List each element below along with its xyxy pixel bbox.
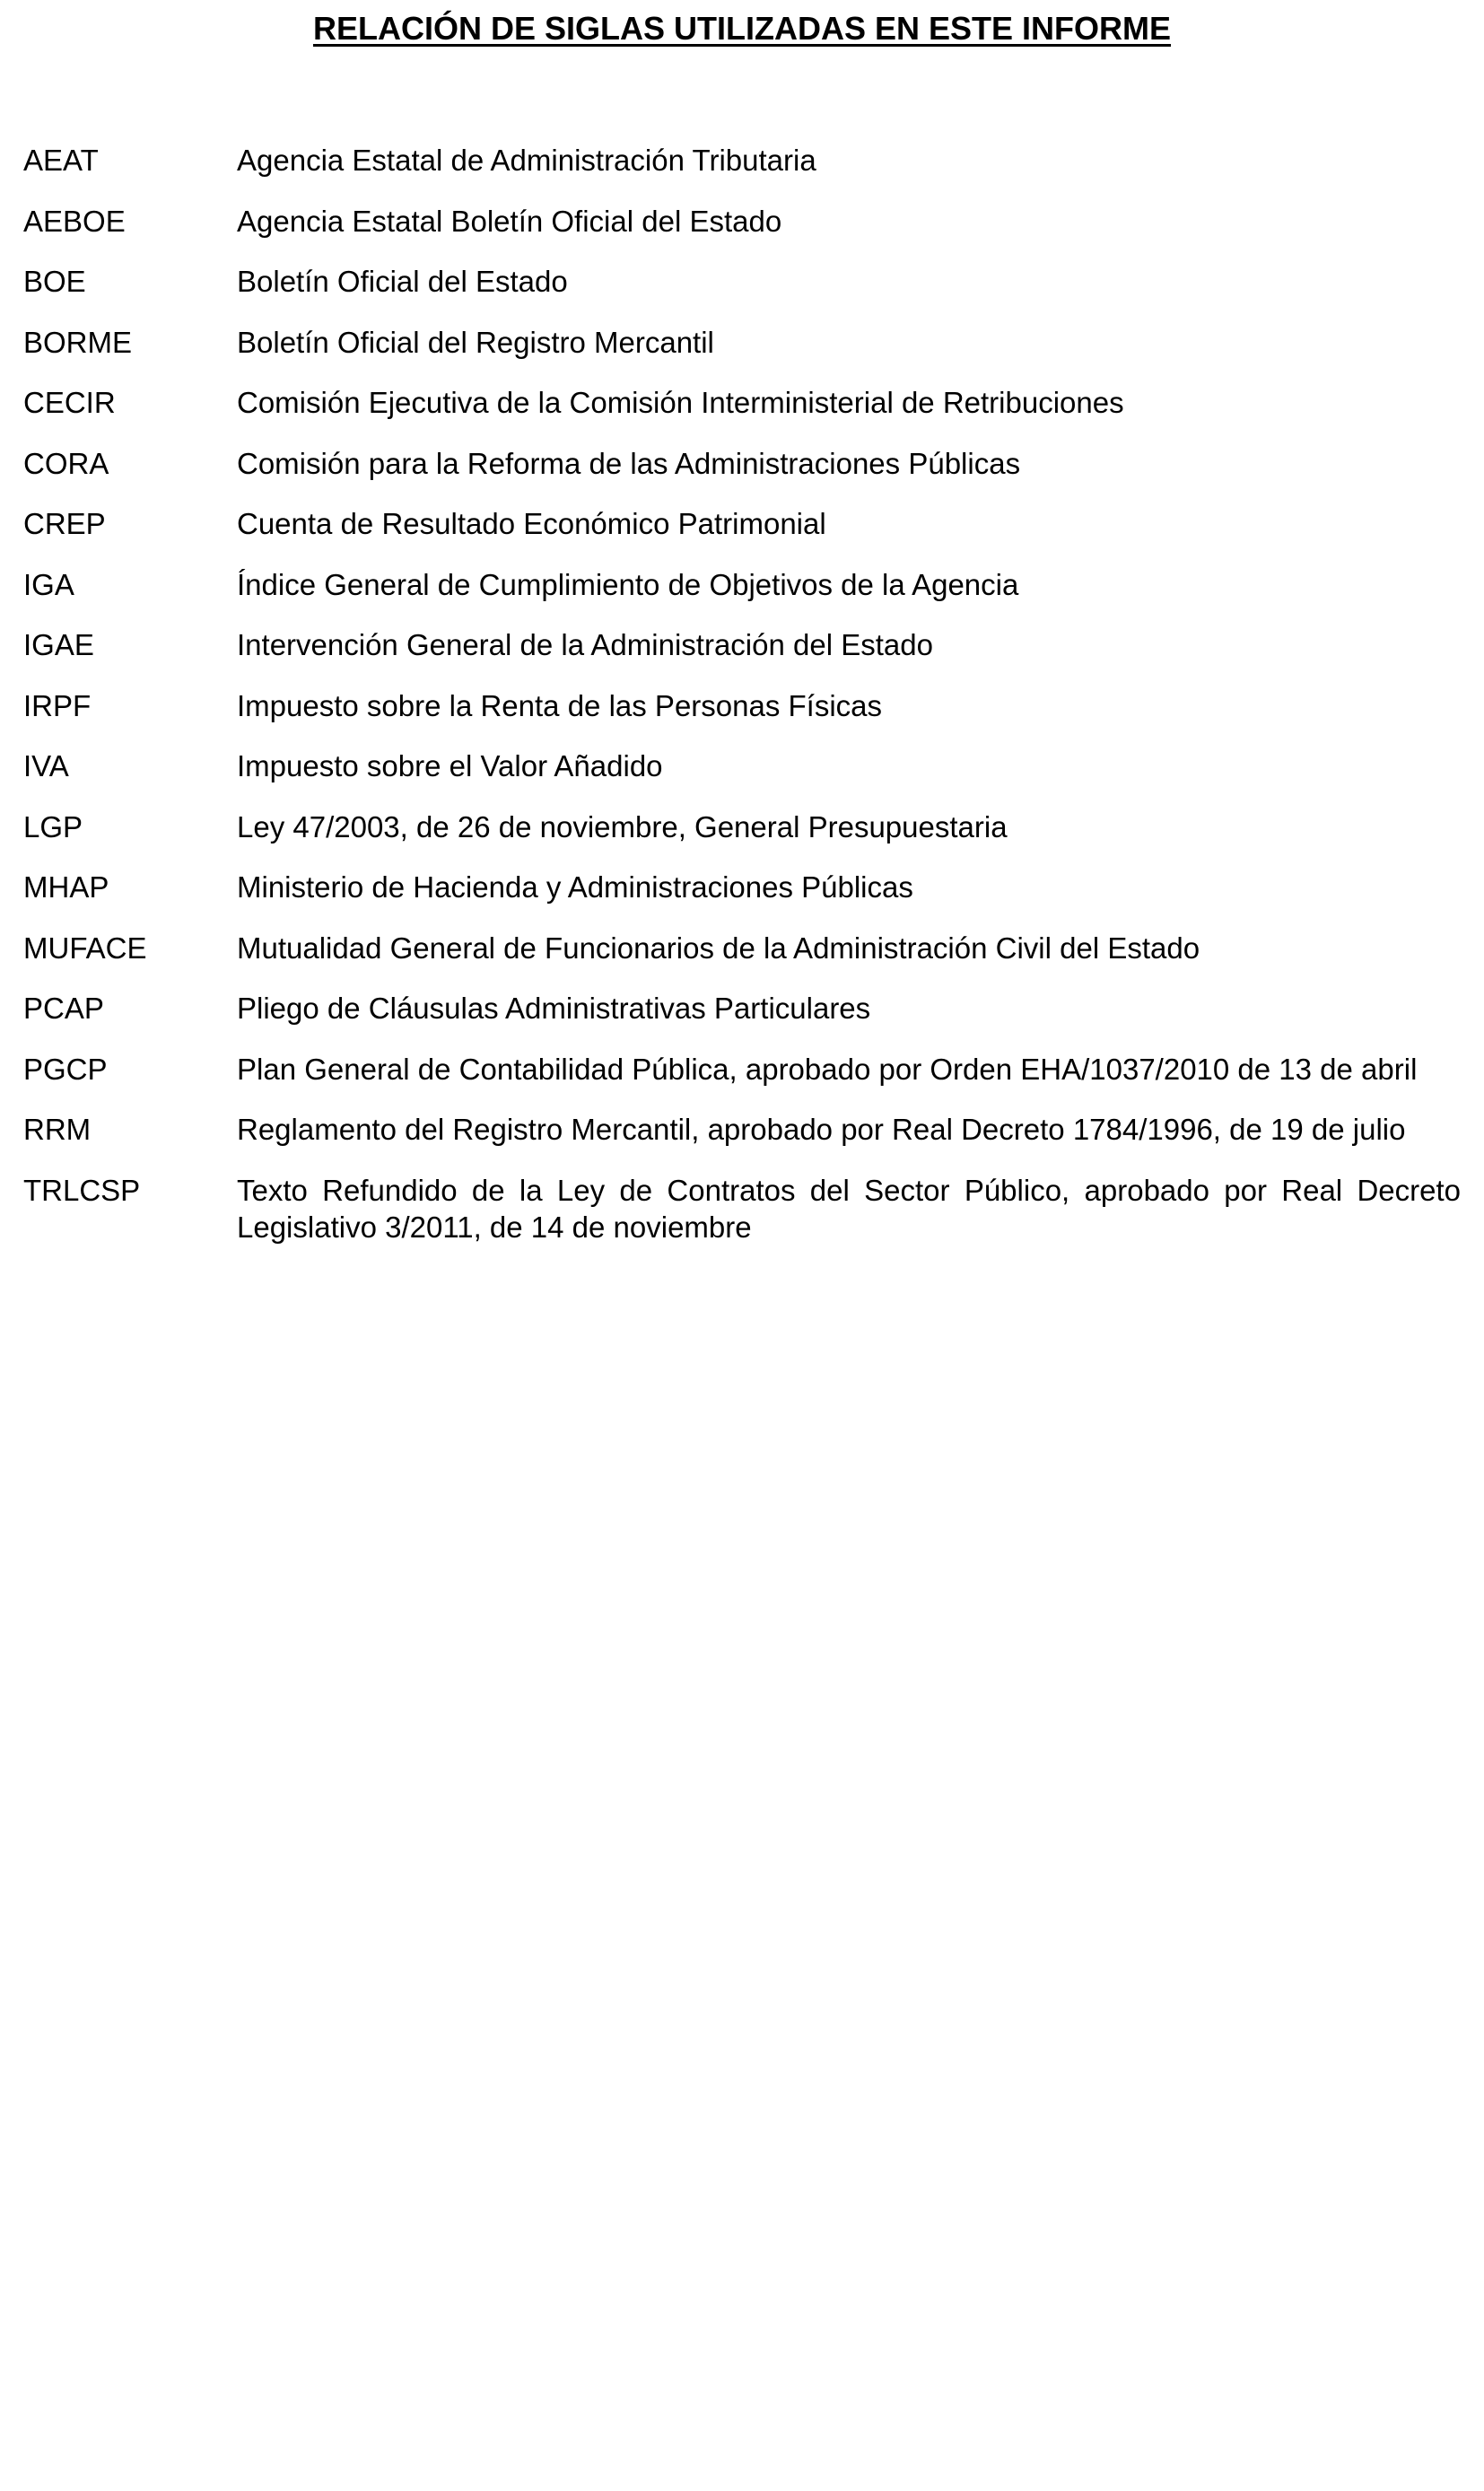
acronym-row	[23, 445, 1461, 506]
acronym-meaning: Intervención General de la Administración del Estado	[237, 628, 933, 661]
acronym-abbr: CREP	[23, 507, 106, 540]
acronym-row	[23, 687, 1461, 748]
acronym-abbr: IRPF	[23, 688, 92, 722]
acronym-meaning: Texto Refundido de la Ley de Contratos del Sector Público, aprobado por Real Decreto Legislativo 3/2011, de 14 de noviembre	[237, 1173, 1461, 1244]
acronym-meaning: Índice General de Cumplimiento de Objetivos de la Agencia	[237, 567, 1019, 601]
acronym-meaning: Reglamento del Registro Mercantil, aprobado por Real Decreto 1784/1996, de 19 de julio	[237, 1113, 1406, 1146]
acronym-meaning: Ley 47/2003, de 26 de noviembre, General Presupuestaria	[237, 809, 1008, 843]
acronym-row	[23, 930, 1461, 991]
acronym-meaning: Impuesto sobre el Valor Añadido	[237, 749, 663, 782]
acronym-abbr: AEBOE	[23, 204, 126, 238]
acronym-abbr: CECIR	[23, 386, 116, 419]
acronym-abbr: IVA	[23, 749, 69, 782]
acronym-abbr: MHAP	[23, 870, 109, 904]
acronym-meaning: Agencia Estatal de Administración Tributaria	[237, 144, 816, 177]
acronym-abbr: RRM	[23, 1113, 92, 1146]
acronym-meaning: Agencia Estatal Boletín Oficial del Estado	[237, 204, 782, 238]
acronym-abbr: BORME	[23, 325, 133, 359]
acronym-abbr: AEAT	[23, 144, 99, 177]
acronym-abbr: PCAP	[23, 992, 104, 1025]
page-title-text: RELACIÓN DE SIGLAS UTILIZADAS EN ESTE INFORME	[312, 10, 1172, 47]
acronym-abbr: CORA	[23, 446, 109, 480]
acronym-abbr: MUFACE	[23, 931, 147, 965]
acronym-row	[23, 203, 1461, 264]
acronym-meaning: Ministerio de Hacienda y Administraciones Públicas	[237, 870, 913, 904]
acronym-meaning: Boletín Oficial del Estado	[237, 265, 568, 298]
acronym-meaning: Cuenta de Resultado Económico Patrimonial	[237, 507, 826, 540]
acronym-glossary	[23, 142, 1461, 1246]
page-title	[0, 9, 1484, 48]
acronym-row	[23, 263, 1461, 324]
acronym-row	[23, 869, 1461, 930]
acronym-row	[23, 1172, 1461, 1246]
acronym-meaning: Mutualidad General de Funcionarios de la Administración Civil del Estado	[237, 931, 1200, 965]
acronym-meaning: Pliego de Cláusulas Administrativas Particulares	[237, 992, 871, 1025]
acronym-row	[23, 747, 1461, 808]
acronym-row	[23, 505, 1461, 566]
acronym-row	[23, 1111, 1461, 1172]
acronym-abbr: IGA	[23, 567, 74, 601]
acronym-row	[23, 142, 1461, 203]
acronym-row	[23, 566, 1461, 627]
acronym-row	[23, 808, 1461, 870]
acronym-meaning: Boletín Oficial del Registro Mercantil	[237, 325, 714, 359]
acronym-abbr: PGCP	[23, 1052, 108, 1086]
acronym-row	[23, 324, 1461, 385]
acronym-row	[23, 990, 1461, 1051]
acronym-abbr: LGP	[23, 809, 83, 843]
acronym-meaning: Plan General de Contabilidad Pública, aprobado por Orden EHA/1037/2010 de 13 de abril	[237, 1052, 1418, 1086]
acronym-meaning: Comisión Ejecutiva de la Comisión Interministerial de Retribuciones	[237, 386, 1124, 419]
acronym-abbr: IGAE	[23, 628, 94, 661]
acronym-meaning: Comisión para la Reforma de las Administraciones Públicas	[237, 446, 1021, 480]
acronym-abbr: TRLCSP	[23, 1173, 141, 1207]
acronym-abbr: BOE	[23, 265, 86, 298]
acronym-row	[23, 384, 1461, 445]
acronym-meaning: Impuesto sobre la Renta de las Personas Físicas	[237, 688, 883, 722]
acronym-row	[23, 1051, 1461, 1112]
acronym-row	[23, 626, 1461, 687]
